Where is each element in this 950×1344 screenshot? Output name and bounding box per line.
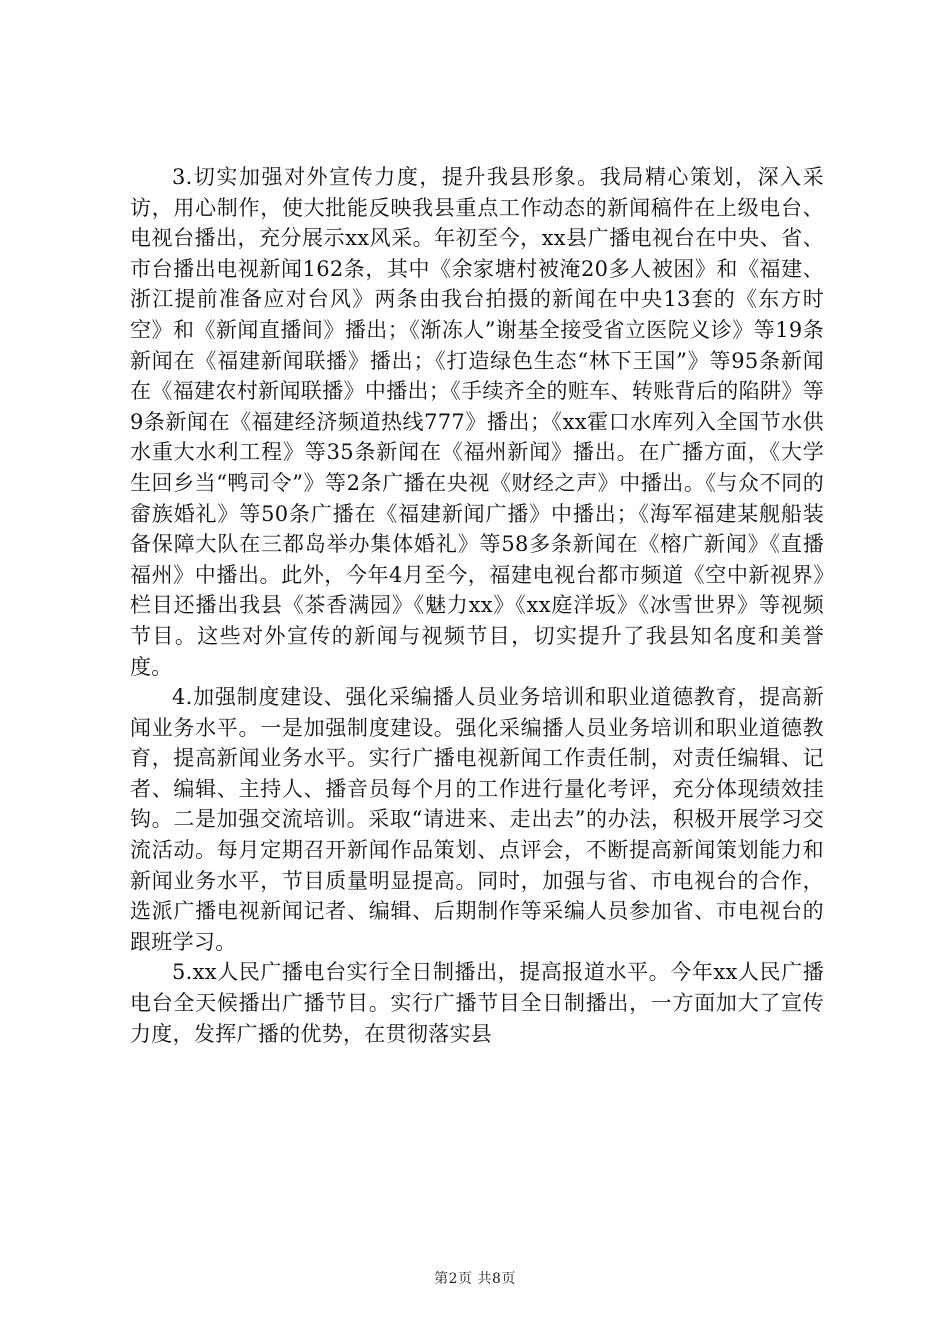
paragraph-5-radio-broadcast: 5.xx人民广播电台实行全日制播出，提高报道水平。今年xx人民广播电台全天候播出广播节目。实行广播节目全日制播出，一方面加大了宣传力度，发挥广播的优势，在贯彻落实县 [130, 960, 824, 1046]
document-body [130, 162, 824, 1049]
paragraph-3-external-publicity: 3.切实加强对外宣传力度，提升我县形象。我局精心策划，深入采访，用心制作，使大批能反映我县重点工作动态的新闻稿件在上级电台、电视台播出，充分展示xx风采。年初至今，xx县广播电视台在中央、省、市台播出电视新闻162条，其中《余家塘村被淹20多人被困》和《福建、浙江提前准备应对台风》两条由我台拍摄的新闻在中央13套的《东方时空》和《新闻直播间》播出；《渐冻人”谢基全接受省立医院义诊》等19条新闻在《福建新闻联播》播出；《打造绿色生态“林下王国”》等95条新闻在《福建农村新闻联播》中播出；《手续齐全的赃车、转账背后的陷阱》等9条新闻在《福建经济频道热线777》播出；《xx霍口水库列入全国节水供水重大水利工程》等35条新闻在《福州新闻》播出。在广播方面，《大学生回乡当“鸭司令”》等2条广播在央视《财经之声》中播出。《与众不同的畲族婚礼》等50条广播在《福建新闻广播》中播出；《海军福建某舰船装备保障大队在三都岛举办集体婚礼》等58多条新闻在《榕广新闻》《直播福州》中播出。此外，今年4月至今，福建电视台都市频道《空中新视界》栏目还播出我县《茶香满园》《魅力xx》《xx庭洋坂》《冰雪世界》等视频节目。这些对外宣传的新闻与视频节目，切实提升了我县知名度和美誉度。 [130, 165, 824, 679]
paragraph-4-system-building: 4.加强制度建设、强化采编播人员业务培训和职业道德教育，提高新闻业务水平。一是加强制度建设。强化采编播人员业务培训和职业道德教育，提高新闻业务水平。实行广播电视新闻工作责任制，对责任编辑、记者、编辑、主持人、播音员每个月的工作进行量化考评，充分体现绩效挂钩。二是加强交流培训。采取“请进来、走出去”的办法，积极开展学习交流活动。每月定期召开新闻作品策划、点评会，不断提高新闻策划能力和新闻业务水平，节目质量明显提高。同时，加强与省、市电视台的合作，选派广播电视新闻记者、编辑、后期制作等采编人员参加省、市电视台的跟班学习。 [130, 685, 824, 954]
page-footer: 第2页 共8页 [434, 1271, 516, 1287]
